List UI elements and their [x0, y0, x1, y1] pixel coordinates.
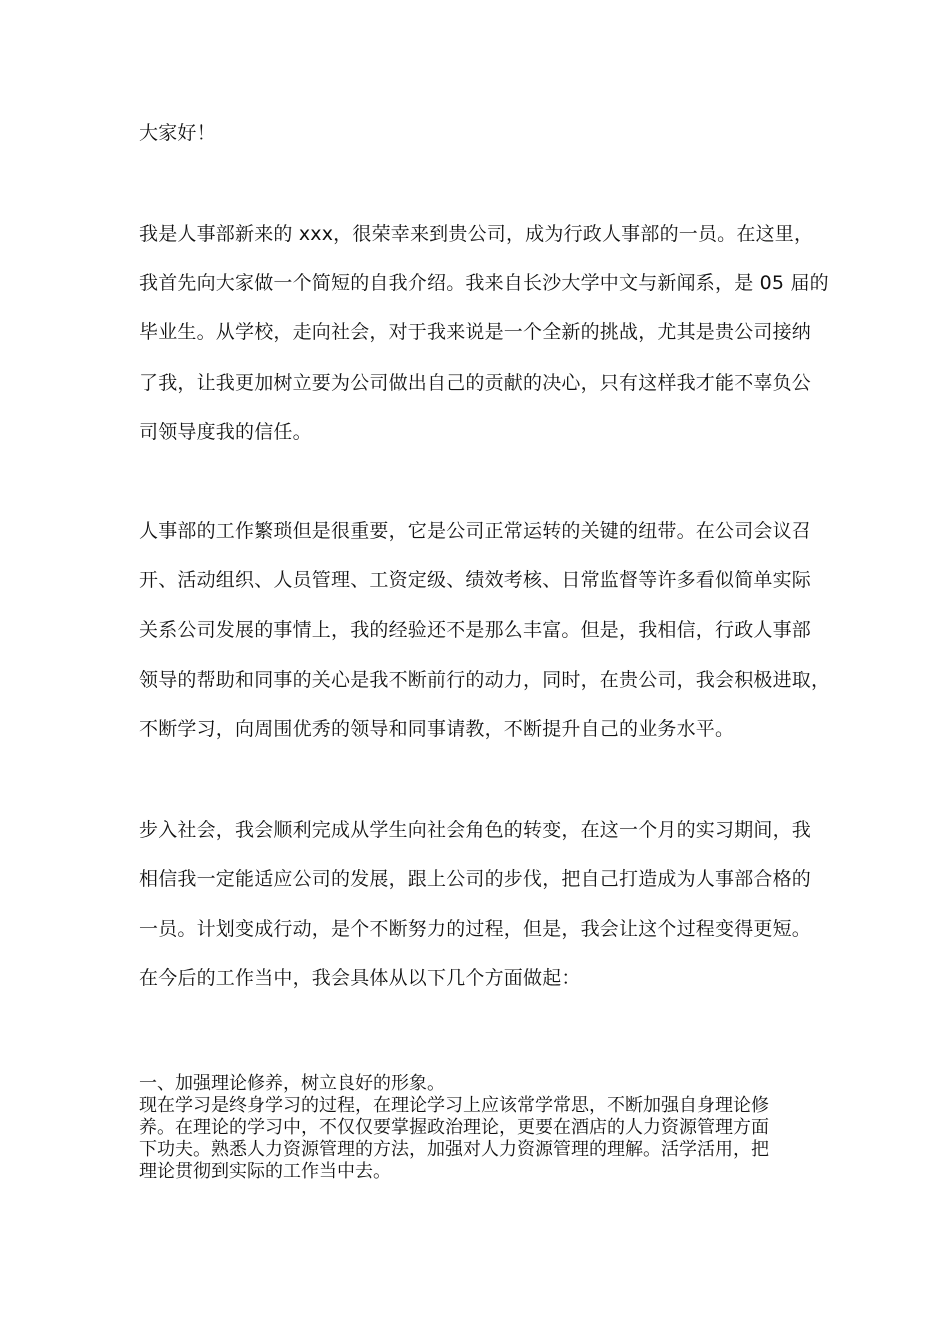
paragraph-line: 了我，让我更加树立要为公司做出自己的贡献的决心，只有这样我才能不辜负公 — [139, 372, 812, 394]
section-line: 养。在理论的学习中，不仅仅要掌握政治理论，更要在酒店的人力资源管理方面 — [139, 1117, 769, 1138]
paragraph-line: 我首先向大家做一个简短的自我介绍。我来自长沙大学中文与新闻系，是 05 届的 — [139, 272, 829, 294]
paragraph-line: 关系公司发展的事情上，我的经验还不是那么丰富。但是，我相信，行政人事部 — [139, 619, 812, 641]
paragraph-line: 开、活动组织、人员管理、工资定级、绩效考核、日常监督等许多看似简单实际 — [139, 569, 812, 591]
paragraph-line: 我是人事部新来的 xxx，很荣幸来到贵公司，成为行政人事部的一员。在这里， — [139, 223, 814, 245]
greeting: 大家好！ — [139, 122, 216, 144]
paragraph-line: 在今后的工作当中，我会具体从以下几个方面做起： — [139, 967, 581, 989]
paragraph-line: 一员。计划变成行动，是个不断努力的过程，但是，我会让这个过程变得更短。 — [139, 918, 812, 940]
paragraph-line: 不断学习，向周围优秀的领导和同事请教，不断提升自己的业务水平。 — [139, 718, 735, 740]
paragraph-line: 毕业生。从学校，走向社会，对于我来说是一个全新的挑战，尤其是贵公司接纳 — [139, 321, 812, 343]
section-heading: 一、加强理论修养，树立良好的形象。 — [139, 1073, 445, 1094]
section-line: 现在学习是终身学习的过程，在理论学习上应该常学常思，不断加强自身理论修 — [139, 1095, 769, 1116]
section-line: 下功夫。熟悉人力资源管理的方法，加强对人力资源管理的理解。活学活用，把 — [139, 1139, 769, 1160]
section-line: 理论贯彻到实际的工作当中去。 — [139, 1161, 391, 1182]
paragraph-line: 司领导度我的信任。 — [139, 421, 312, 443]
paragraph-line: 人事部的工作繁琐但是很重要，它是公司正常运转的关键的纽带。在公司会议召 — [139, 520, 812, 542]
paragraph-line: 步入社会，我会顺利完成从学生向社会角色的转变，在这一个月的实习期间，我 — [139, 819, 812, 841]
paragraph-line: 相信我一定能适应公司的发展，跟上公司的步伐，把自己打造成为人事部合格的 — [139, 868, 812, 890]
paragraph-line: 领导的帮助和同事的关心是我不断前行的动力，同时，在贵公司，我会积极进取， — [139, 669, 831, 691]
